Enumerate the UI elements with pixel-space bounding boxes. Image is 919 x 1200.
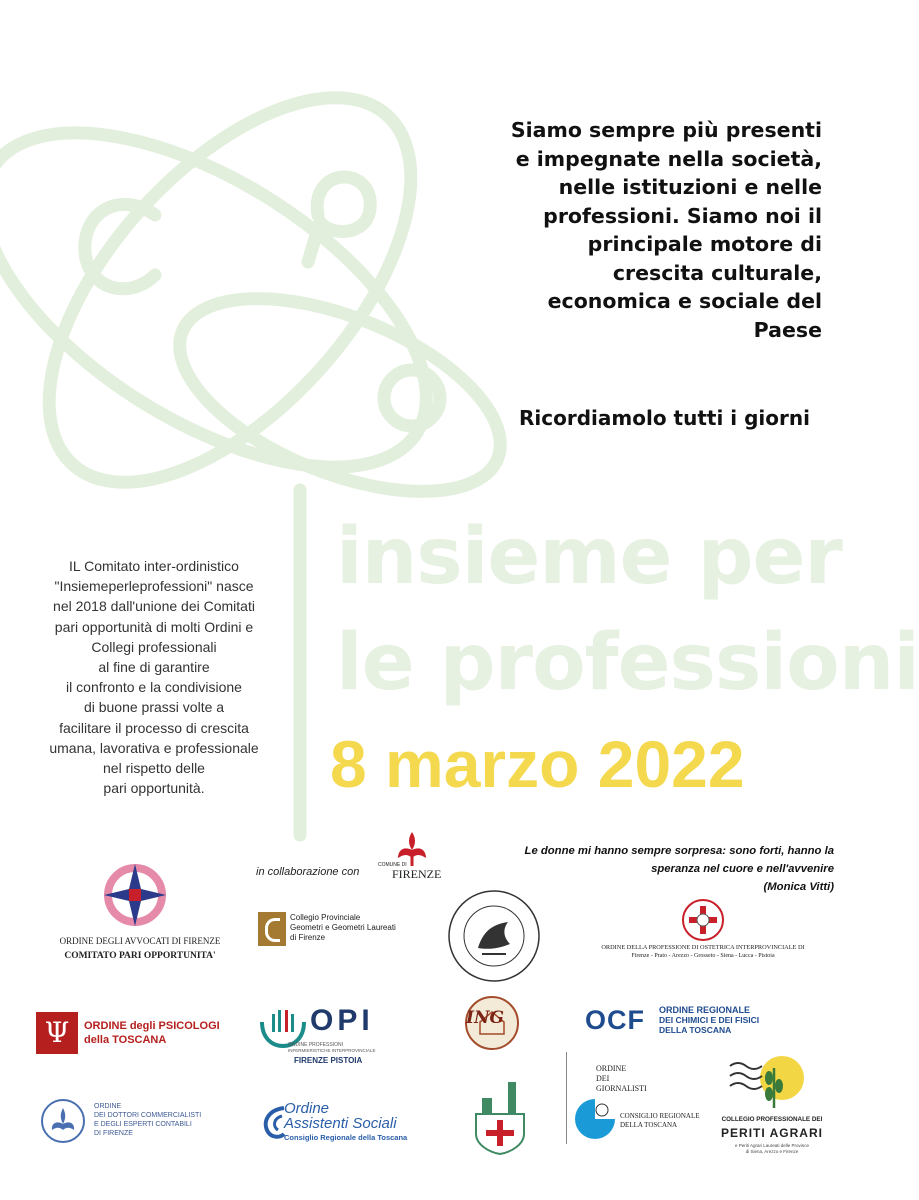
logo-opi [258,1004,403,1072]
psicologi-line2: della TOSCANA [84,1034,167,1046]
tower-shield-icon [470,1078,530,1156]
geometri-line2: Geometri e Geometri Laureati [290,923,396,932]
logo-ordine-orologi [446,888,542,984]
psicologi-line1: ORDINE degli PSICOLOGI [84,1020,220,1032]
description-line: nel 2018 dall'unione dei Comitati [53,598,255,615]
logo-collegio-geometri [258,912,408,948]
description-line: "Insiemeperleprofessioni" nasce [54,578,254,595]
headline [402,116,822,344]
commercialisti-line1: ORDINE [94,1103,122,1110]
logo-ordine-avvocati [40,862,240,972]
opi-line2: INFERMIERISTICHE INTERPROVINCIALE [288,1048,376,1053]
logo-dottori-commercialisti [40,1098,240,1148]
quote-line: speranza nel cuore e nell'avvenire [651,863,834,875]
orologi-seal-icon [446,888,542,984]
description-line: pari opportunità. [103,780,205,797]
committee-description [18,556,290,798]
logo-comune-firenze [378,828,440,882]
description-line: pari opportunità di molti Ordini e [54,618,254,635]
geometri-emblem-icon [258,912,286,946]
assistenti-line1: Ordine [284,1100,330,1117]
ing-text: ING [466,1008,505,1028]
headline-line: professioni. Siamo noi il [543,203,822,228]
event-date: 8 marzo 2022 [330,727,745,801]
opi-line3: FIRENZE PISTOIA [294,1056,363,1065]
description-line: IL Comitato inter-ordinistico [69,558,239,574]
commercialisti-line4: DI FIRENZE [94,1130,133,1137]
logo-ordine-psicologi [36,1012,236,1056]
headline-line: nelle istituzioni e nelle [558,175,822,199]
giornalisti-circle-icon [572,1096,618,1142]
headline-line: economica e sociale del [547,289,822,313]
logo-assistenti-sociali [258,1100,433,1146]
psi-icon: Ψ [36,1012,78,1054]
collaboration-label: in collaborazione con [256,866,360,878]
quote-line: Le donne mi hanno sempre sorpresa: sono forti, hanno la [524,845,834,857]
logo-ordine-ingegneri [462,994,522,1052]
event-title-line1: insieme per [336,512,842,602]
description-line: il confronto e la condivisione [66,679,242,696]
giornalisti-line2: DEI [596,1074,610,1083]
ocf-line1: ORDINE REGIONALE [659,1005,751,1015]
firenze-small-text: COMUNE DI [378,862,407,868]
headline-line: Siamo sempre più presenti [510,118,822,142]
headline-line: Paese [753,317,822,342]
description-line: al fine di garantire [98,659,210,676]
commercialisti-lily-icon [40,1098,86,1144]
ostetrica-line2: Firenze - Prato - Arezzo - Grosseto - Siena - Lucca - Pistoia [631,953,775,959]
avvocati-line1: ORDINE DEGLI AVVOCATI DI FIRENZE [59,936,221,946]
logo-tower-shield [470,1078,530,1156]
logo-ordine-giornalisti [566,1052,706,1144]
description-line: facilitare il processo di crescita [59,719,249,736]
description-line: nel rispetto delle [103,760,205,777]
reminder-text: Ricordiamolo tutti i giorni [519,406,810,430]
logo-ordine-ostetrica [568,898,838,964]
headline-line: crescita culturale, [612,260,822,285]
compass-rose-icon [100,862,170,928]
logo-periti-agrari [714,1052,830,1160]
agrari-sun-wheat-icon [724,1052,816,1112]
assistenti-line2: Assistenti Sociali [284,1115,397,1132]
ostetrica-emblem-icon [681,898,725,942]
description-line: Collegi professionali [91,638,217,655]
assistenti-line3: Consiglio Regionale della Toscana [284,1133,408,1142]
geometri-line1: Collegio Provinciale [290,913,361,922]
agrari-line2: PERITI AGRARI [721,1126,823,1140]
giornalisti-line3: GIORNALISTI [596,1084,647,1093]
opi-big-text: OPI [310,1004,374,1037]
giornalisti-line4: CONSIGLIO REGIONALE [620,1112,700,1120]
giornalisti-line1: ORDINE [596,1064,627,1073]
description-line: di buone prassi volte a [83,699,225,716]
ocf-mark: OCF [585,1005,645,1035]
commercialisti-line2: DEI DOTTORI COMMERCIALISTI [94,1112,202,1119]
giornalisti-line5: DELLA TOSCANA [620,1121,678,1129]
firenze-big-text: FIRENZE [392,867,442,881]
avvocati-line2: COMITATO PARI OPPORTUNITA' [64,951,216,961]
logo-ocf-chimici-fisici [585,1005,825,1037]
commercialisti-line3: E DEGLI ESPERTI CONTABILI [94,1121,192,1128]
ostetrica-line1: ORDINE DELLA PROFESSIONE DI OSTETRICA INTERPROVINCIALE DI [601,944,805,951]
headline-line: e impegnate nella società, [515,146,822,171]
description-line: umana, lavorativa e professionale [49,739,259,756]
ocf-line3: DELLA TOSCANA [659,1025,732,1035]
quote-author: (Monica Vitti) [763,881,834,893]
event-title-line2: le professioni [336,618,919,708]
agrari-line4: di Siena, Arezzo e Firenze [745,1149,799,1154]
geometri-line3: di Firenze [290,933,326,942]
ocf-line2: DEI CHIMICI E DEI FISICI [659,1015,760,1025]
headline-line: principale motore di [587,232,822,256]
opi-line1: ORDINE PROFESSIONI [288,1042,344,1048]
agrari-line1: COLLEGIO PROFESSIONALE DEI [721,1116,823,1123]
agrari-line3: e Periti Agrari Laureati delle Province [734,1143,810,1148]
